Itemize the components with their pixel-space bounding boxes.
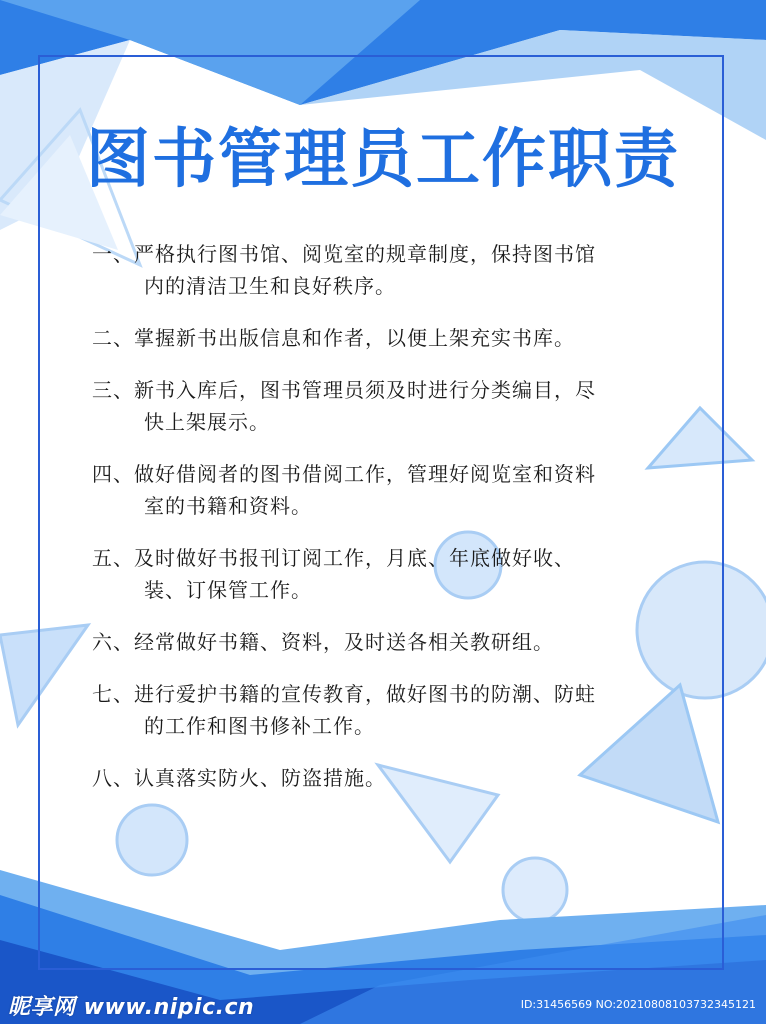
duty-text: 二、掌握新书出版信息和作者，以便上架充实书库。 <box>92 326 575 350</box>
duty-text-continuation: 快上架展示。 <box>144 410 270 434</box>
duty-item <box>92 542 682 606</box>
duty-text: 八、认真落实防火、防盗措施。 <box>92 766 386 790</box>
duty-text-continuation: 装、订保管工作。 <box>144 578 312 602</box>
duty-text-continuation: 的工作和图书修补工作。 <box>144 714 375 738</box>
watermark-id: ID:31456569 NO:20210808103732345121 <box>520 998 756 1011</box>
duty-text: 五、及时做好书报刊订阅工作，月底、年底做好收、 <box>92 546 575 570</box>
page-title: 图书管理员工作职责 <box>86 123 680 197</box>
duty-text: 一、严格执行图书馆、阅览室的规章制度，保持图书馆 <box>92 242 596 266</box>
duty-text: 七、进行爱护书籍的宣传教育，做好图书的防潮、防蛀 <box>92 682 596 706</box>
duty-item <box>92 374 682 438</box>
duty-text: 六、经常做好书籍、资料，及时送各相关教研组。 <box>92 630 554 654</box>
duty-item <box>92 678 682 742</box>
watermark-logo: 昵享网 www.nipic.cn <box>8 995 255 1020</box>
duty-text-continuation: 室的书籍和资料。 <box>144 494 312 518</box>
duty-list <box>92 238 682 814</box>
duty-item <box>92 322 682 354</box>
duty-text: 三、新书入库后，图书管理员须及时进行分类编目，尽 <box>92 378 596 402</box>
duty-item <box>92 238 682 302</box>
duty-item <box>92 458 682 522</box>
duty-item <box>92 626 682 658</box>
duty-text: 四、做好借阅者的图书借阅工作，管理好阅览室和资料 <box>92 462 596 486</box>
duty-item <box>92 762 682 794</box>
duty-text-continuation: 内的清洁卫生和良好秩序。 <box>144 274 396 298</box>
